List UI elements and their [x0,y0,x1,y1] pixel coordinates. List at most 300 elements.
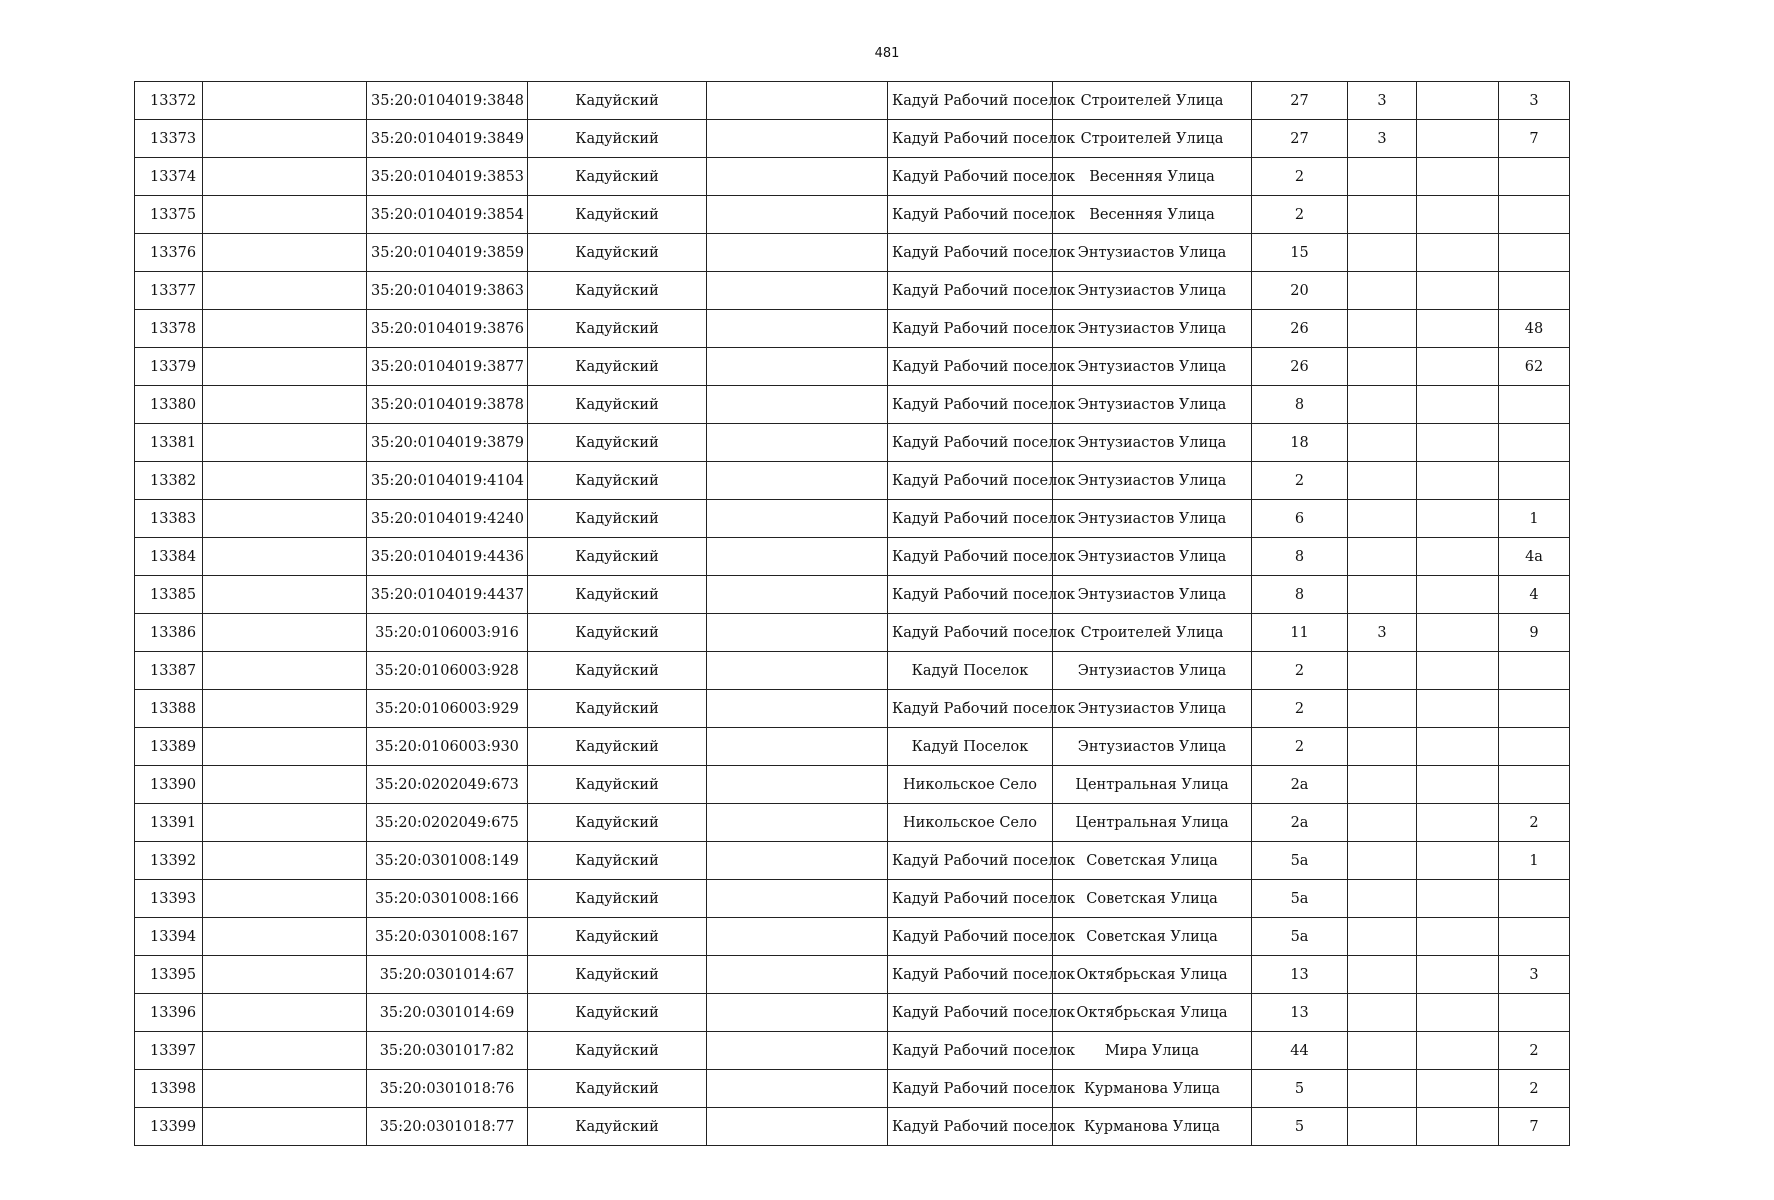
apartment-cell [1499,272,1570,310]
building-cell [1348,462,1417,500]
apartment-cell [1499,918,1570,956]
building-cell [1348,310,1417,348]
blank-cell [203,918,367,956]
cadastral-number-cell: 35:20:0301008:166 [367,880,528,918]
blank-cell [1417,918,1499,956]
street-cell: Энтузиастов Улица [1053,424,1252,462]
blank-cell [1417,1108,1499,1146]
street-cell: Центральная Улица [1053,766,1252,804]
blank-cell [203,234,367,272]
page-number: 481 [874,46,900,61]
blank-cell [707,1108,888,1146]
district-cell: Кадуйский [528,120,707,158]
cadastral-number-cell: 35:20:0202049:675 [367,804,528,842]
settlement-cell: Никольское Село [888,804,1053,842]
building-cell [1348,1108,1417,1146]
cadastral-number-cell: 35:20:0104019:4104 [367,462,528,500]
district-cell: Кадуйский [528,1032,707,1070]
settlement-cell: Кадуй Рабочий поселок [888,576,1053,614]
blank-cell [707,538,888,576]
table-row [135,614,1570,652]
building-cell [1348,576,1417,614]
table-row [135,1070,1570,1108]
settlement-cell: Кадуй Рабочий поселок [888,82,1053,120]
table-row [135,690,1570,728]
record-number-cell: 13383 [135,500,203,538]
house-number-cell: 5 [1252,1070,1348,1108]
blank-cell [707,158,888,196]
blank-cell [1417,614,1499,652]
cadastral-number-cell: 35:20:0301017:82 [367,1032,528,1070]
district-cell: Кадуйский [528,804,707,842]
cadastral-number-cell: 35:20:0104019:3879 [367,424,528,462]
apartment-cell [1499,690,1570,728]
blank-cell [707,386,888,424]
house-number-cell: 13 [1252,994,1348,1032]
settlement-cell: Кадуй Рабочий поселок [888,956,1053,994]
district-cell: Кадуйский [528,158,707,196]
settlement-cell: Кадуй Рабочий поселок [888,386,1053,424]
settlement-cell: Кадуй Рабочий поселок [888,842,1053,880]
apartment-cell [1499,994,1570,1032]
apartment-cell [1499,728,1570,766]
district-cell: Кадуйский [528,500,707,538]
street-cell: Советская Улица [1053,842,1252,880]
cadastral-number-cell: 35:20:0301014:69 [367,994,528,1032]
record-number-cell: 13388 [135,690,203,728]
record-number-cell: 13372 [135,82,203,120]
blank-cell [1417,956,1499,994]
house-number-cell: 20 [1252,272,1348,310]
blank-cell [203,804,367,842]
house-number-cell: 5а [1252,918,1348,956]
house-number-cell: 2 [1252,196,1348,234]
apartment-cell: 3 [1499,956,1570,994]
building-cell [1348,766,1417,804]
house-number-cell: 2а [1252,804,1348,842]
district-cell: Кадуйский [528,728,707,766]
settlement-cell: Кадуй Рабочий поселок [888,272,1053,310]
blank-cell [1417,462,1499,500]
registry-table [134,81,1570,1146]
district-cell: Кадуйский [528,348,707,386]
settlement-cell: Кадуй Рабочий поселок [888,614,1053,652]
cadastral-number-cell: 35:20:0104019:3878 [367,386,528,424]
record-number-cell: 13395 [135,956,203,994]
apartment-cell [1499,652,1570,690]
house-number-cell: 26 [1252,348,1348,386]
district-cell: Кадуйский [528,576,707,614]
apartment-cell [1499,196,1570,234]
settlement-cell: Кадуй Рабочий поселок [888,690,1053,728]
house-number-cell: 15 [1252,234,1348,272]
apartment-cell [1499,234,1570,272]
table-row [135,272,1570,310]
record-number-cell: 13391 [135,804,203,842]
table-row [135,538,1570,576]
blank-cell [1417,120,1499,158]
building-cell [1348,652,1417,690]
settlement-cell: Кадуй Рабочий поселок [888,880,1053,918]
blank-cell [203,956,367,994]
record-number-cell: 13392 [135,842,203,880]
table-row [135,348,1570,386]
blank-cell [203,158,367,196]
table-row [135,120,1570,158]
blank-cell [203,1032,367,1070]
street-cell: Энтузиастов Улица [1053,462,1252,500]
table-row [135,842,1570,880]
blank-cell [1417,652,1499,690]
district-cell: Кадуйский [528,538,707,576]
blank-cell [203,1108,367,1146]
house-number-cell: 2 [1252,158,1348,196]
district-cell: Кадуйский [528,918,707,956]
building-cell [1348,234,1417,272]
cadastral-number-cell: 35:20:0106003:930 [367,728,528,766]
record-number-cell: 13393 [135,880,203,918]
blank-cell [707,956,888,994]
apartment-cell: 3 [1499,82,1570,120]
blank-cell [203,120,367,158]
cadastral-number-cell: 35:20:0104019:3853 [367,158,528,196]
settlement-cell: Кадуй Рабочий поселок [888,538,1053,576]
blank-cell [707,424,888,462]
building-cell [1348,1070,1417,1108]
house-number-cell: 11 [1252,614,1348,652]
apartment-cell: 1 [1499,500,1570,538]
cadastral-number-cell: 35:20:0104019:3849 [367,120,528,158]
apartment-cell: 7 [1499,120,1570,158]
blank-cell [707,994,888,1032]
table-row [135,500,1570,538]
street-cell: Энтузиастов Улица [1053,234,1252,272]
blank-cell [707,500,888,538]
blank-cell [707,918,888,956]
blank-cell [1417,766,1499,804]
settlement-cell: Кадуй Поселок [888,652,1053,690]
apartment-cell: 48 [1499,310,1570,348]
cadastral-number-cell: 35:20:0301018:76 [367,1070,528,1108]
blank-cell [707,196,888,234]
settlement-cell: Кадуй Рабочий поселок [888,1032,1053,1070]
blank-cell [707,82,888,120]
blank-cell [1417,842,1499,880]
blank-cell [1417,158,1499,196]
street-cell: Весенняя Улица [1053,196,1252,234]
apartment-cell: 4а [1499,538,1570,576]
house-number-cell: 2 [1252,690,1348,728]
blank-cell [1417,538,1499,576]
registry-body [135,82,1570,1146]
street-cell: Октябрьская Улица [1053,956,1252,994]
blank-cell [203,842,367,880]
table-row [135,82,1570,120]
building-cell [1348,804,1417,842]
table-row [135,234,1570,272]
cadastral-number-cell: 35:20:0301008:167 [367,918,528,956]
district-cell: Кадуйский [528,956,707,994]
blank-cell [1417,234,1499,272]
settlement-cell: Кадуй Рабочий поселок [888,994,1053,1032]
street-cell: Энтузиастов Улица [1053,652,1252,690]
district-cell: Кадуйский [528,766,707,804]
table-row [135,424,1570,462]
house-number-cell: 8 [1252,386,1348,424]
cadastral-number-cell: 35:20:0104019:3859 [367,234,528,272]
street-cell: Энтузиастов Улица [1053,386,1252,424]
cadastral-number-cell: 35:20:0301014:67 [367,956,528,994]
cadastral-number-cell: 35:20:0106003:916 [367,614,528,652]
house-number-cell: 2 [1252,462,1348,500]
record-number-cell: 13386 [135,614,203,652]
district-cell: Кадуйский [528,994,707,1032]
table-row [135,310,1570,348]
blank-cell [203,462,367,500]
table-row [135,462,1570,500]
table-row [135,804,1570,842]
record-number-cell: 13396 [135,994,203,1032]
blank-cell [707,310,888,348]
blank-cell [203,994,367,1032]
building-cell [1348,728,1417,766]
apartment-cell: 7 [1499,1108,1570,1146]
house-number-cell: 2а [1252,766,1348,804]
blank-cell [203,538,367,576]
cadastral-number-cell: 35:20:0106003:928 [367,652,528,690]
blank-cell [1417,880,1499,918]
table-row [135,994,1570,1032]
street-cell: Советская Улица [1053,880,1252,918]
blank-cell [203,1070,367,1108]
settlement-cell: Кадуй Поселок [888,728,1053,766]
cadastral-number-cell: 35:20:0104019:3848 [367,82,528,120]
house-number-cell: 5а [1252,842,1348,880]
apartment-cell [1499,158,1570,196]
apartment-cell [1499,424,1570,462]
street-cell: Энтузиастов Улица [1053,690,1252,728]
blank-cell [203,82,367,120]
blank-cell [203,386,367,424]
record-number-cell: 13374 [135,158,203,196]
apartment-cell: 9 [1499,614,1570,652]
settlement-cell: Кадуй Рабочий поселок [888,120,1053,158]
table-row [135,880,1570,918]
house-number-cell: 18 [1252,424,1348,462]
blank-cell [1417,994,1499,1032]
cadastral-number-cell: 35:20:0104019:3854 [367,196,528,234]
street-cell: Энтузиастов Улица [1053,728,1252,766]
street-cell: Энтузиастов Улица [1053,500,1252,538]
settlement-cell: Кадуй Рабочий поселок [888,310,1053,348]
district-cell: Кадуйский [528,310,707,348]
blank-cell [203,690,367,728]
settlement-cell: Кадуй Рабочий поселок [888,500,1053,538]
settlement-cell: Кадуй Рабочий поселок [888,348,1053,386]
record-number-cell: 13381 [135,424,203,462]
building-cell [1348,500,1417,538]
building-cell [1348,1032,1417,1070]
record-number-cell: 13385 [135,576,203,614]
apartment-cell [1499,766,1570,804]
blank-cell [203,272,367,310]
district-cell: Кадуйский [528,652,707,690]
blank-cell [707,652,888,690]
blank-cell [707,462,888,500]
blank-cell [1417,1070,1499,1108]
building-cell [1348,158,1417,196]
district-cell: Кадуйский [528,690,707,728]
record-number-cell: 13378 [135,310,203,348]
settlement-cell: Кадуй Рабочий поселок [888,1108,1053,1146]
settlement-cell: Кадуй Рабочий поселок [888,918,1053,956]
street-cell: Энтузиастов Улица [1053,310,1252,348]
street-cell: Энтузиастов Улица [1053,272,1252,310]
blank-cell [707,614,888,652]
cadastral-number-cell: 35:20:0301018:77 [367,1108,528,1146]
house-number-cell: 6 [1252,500,1348,538]
district-cell: Кадуйский [528,1108,707,1146]
blank-cell [707,728,888,766]
building-cell [1348,690,1417,728]
blank-cell [707,842,888,880]
table-row [135,158,1570,196]
apartment-cell [1499,462,1570,500]
record-number-cell: 13399 [135,1108,203,1146]
apartment-cell: 4 [1499,576,1570,614]
street-cell: Центральная Улица [1053,804,1252,842]
table-row [135,956,1570,994]
street-cell: Строителей Улица [1053,120,1252,158]
apartment-cell: 2 [1499,1070,1570,1108]
house-number-cell: 27 [1252,120,1348,158]
street-cell: Советская Улица [1053,918,1252,956]
settlement-cell: Кадуй Рабочий поселок [888,158,1053,196]
building-cell [1348,424,1417,462]
district-cell: Кадуйский [528,842,707,880]
building-cell [1348,880,1417,918]
house-number-cell: 2 [1252,652,1348,690]
street-cell: Энтузиастов Улица [1053,348,1252,386]
blank-cell [1417,386,1499,424]
blank-cell [707,348,888,386]
street-cell: Мира Улица [1053,1032,1252,1070]
apartment-cell [1499,880,1570,918]
cadastral-number-cell: 35:20:0104019:3876 [367,310,528,348]
district-cell: Кадуйский [528,82,707,120]
table-row [135,576,1570,614]
settlement-cell: Кадуй Рабочий поселок [888,462,1053,500]
building-cell [1348,918,1417,956]
house-number-cell: 8 [1252,576,1348,614]
blank-cell [707,880,888,918]
cadastral-number-cell: 35:20:0202049:673 [367,766,528,804]
record-number-cell: 13382 [135,462,203,500]
house-number-cell: 26 [1252,310,1348,348]
district-cell: Кадуйский [528,196,707,234]
district-cell: Кадуйский [528,272,707,310]
settlement-cell: Кадуй Рабочий поселок [888,1070,1053,1108]
table-row [135,918,1570,956]
building-cell [1348,196,1417,234]
blank-cell [203,728,367,766]
blank-cell [1417,690,1499,728]
street-cell: Энтузиастов Улица [1053,576,1252,614]
blank-cell [707,272,888,310]
blank-cell [1417,576,1499,614]
blank-cell [203,652,367,690]
blank-cell [707,120,888,158]
street-cell: Курманова Улица [1053,1108,1252,1146]
street-cell: Энтузиастов Улица [1053,538,1252,576]
building-cell [1348,538,1417,576]
cadastral-number-cell: 35:20:0301008:149 [367,842,528,880]
blank-cell [707,576,888,614]
cadastral-number-cell: 35:20:0104019:4436 [367,538,528,576]
table-row [135,386,1570,424]
cadastral-number-cell: 35:20:0104019:4437 [367,576,528,614]
house-number-cell: 5 [1252,1108,1348,1146]
apartment-cell: 1 [1499,842,1570,880]
building-cell [1348,348,1417,386]
district-cell: Кадуйский [528,386,707,424]
house-number-cell: 2 [1252,728,1348,766]
apartment-cell: 62 [1499,348,1570,386]
blank-cell [1417,804,1499,842]
house-number-cell: 27 [1252,82,1348,120]
record-number-cell: 13377 [135,272,203,310]
record-number-cell: 13398 [135,1070,203,1108]
blank-cell [203,348,367,386]
blank-cell [203,614,367,652]
blank-cell [203,500,367,538]
cadastral-number-cell: 35:20:0104019:3863 [367,272,528,310]
blank-cell [707,690,888,728]
record-number-cell: 13373 [135,120,203,158]
district-cell: Кадуйский [528,234,707,272]
blank-cell [1417,424,1499,462]
street-cell: Строителей Улица [1053,614,1252,652]
blank-cell [1417,348,1499,386]
table-row [135,728,1570,766]
record-number-cell: 13389 [135,728,203,766]
building-cell [1348,386,1417,424]
apartment-cell: 2 [1499,804,1570,842]
apartment-cell [1499,386,1570,424]
blank-cell [707,1070,888,1108]
settlement-cell: Никольское Село [888,766,1053,804]
building-cell [1348,842,1417,880]
settlement-cell: Кадуй Рабочий поселок [888,196,1053,234]
table-row [135,766,1570,804]
house-number-cell: 44 [1252,1032,1348,1070]
blank-cell [1417,500,1499,538]
blank-cell [707,234,888,272]
blank-cell [203,424,367,462]
building-cell [1348,272,1417,310]
blank-cell [707,766,888,804]
record-number-cell: 13384 [135,538,203,576]
district-cell: Кадуйский [528,880,707,918]
settlement-cell: Кадуй Рабочий поселок [888,234,1053,272]
blank-cell [203,576,367,614]
table-row [135,196,1570,234]
building-cell: 3 [1348,120,1417,158]
blank-cell [203,880,367,918]
building-cell: 3 [1348,82,1417,120]
blank-cell [707,1032,888,1070]
district-cell: Кадуйский [528,424,707,462]
